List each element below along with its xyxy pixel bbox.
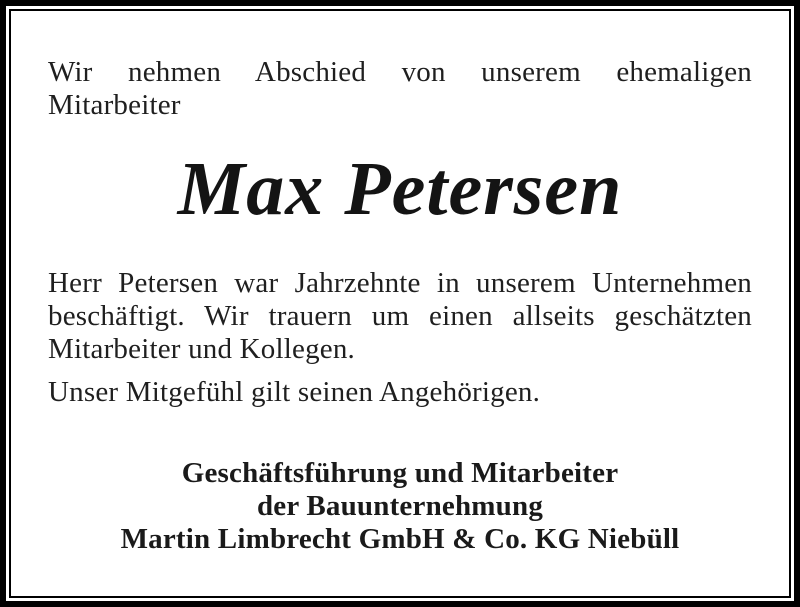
body-paragraph [48, 267, 752, 366]
intro-line-1: Wir nehmen Abschied von unserem ehemaligen [48, 56, 752, 88]
body-line-3: Mitarbeiter und Kollegen. [48, 333, 355, 365]
body-line-1: Herr Petersen war Jahrzehnte in unserem Unternehmen [48, 267, 752, 299]
inner-frame [9, 9, 791, 598]
intro-paragraph [48, 56, 752, 122]
deceased-name: Max Petersen [177, 147, 623, 231]
signature-line-3: Martin Limbrecht GmbH & Co. KG Niebüll [120, 523, 680, 555]
signature-line-1: Geschäftsführung und Mitarbeiter [181, 457, 619, 489]
signature-block [48, 457, 752, 556]
condolence-line: Unser Mitgefühl gilt seinen Angehörigen. [48, 376, 541, 408]
signature-line-2: der Bauunternehmung [256, 490, 544, 522]
intro-line-2: Mitarbeiter [48, 89, 181, 121]
condolence-paragraph [48, 376, 752, 409]
body-line-2: beschäftigt. Wir trauern um einen allseits geschätzten [48, 300, 752, 332]
